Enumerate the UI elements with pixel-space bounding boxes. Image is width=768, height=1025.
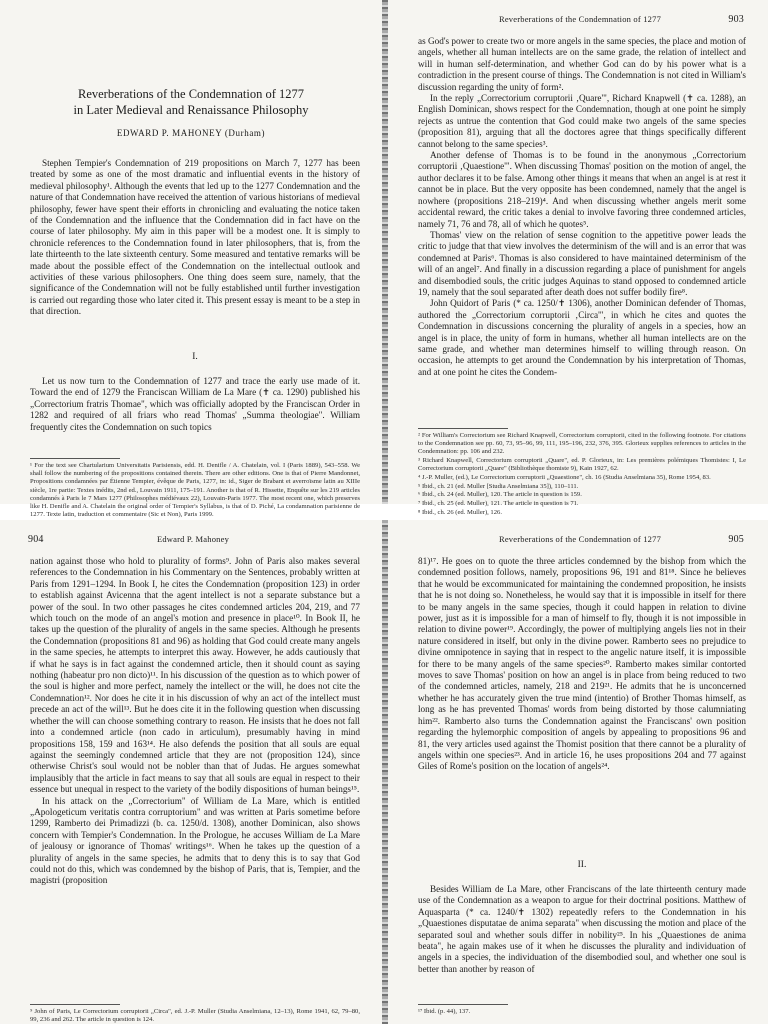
footnote: ⁵ Ibid., ch. 21 (ed. Muller [Studia Anselmiana 35]), 110–111. (418, 482, 579, 490)
paragraph: In his attack on the „Correctorium" of William de La Mare, which is entitled „Apologeticum veritatis contra corruptorium" and was written at Paris sometime before 1299, Rambertо dei Primadizzi (b. ca. 1250/d. 1308), another Dominican, also shows concern with Tempier's Condemnation. In the Prologue, he accuses William de La Mare of jealousy or ignorance of Thomas' writings¹⁶. When he takes up the question of a plurality of angels in the same species, he admits that to deny this is to say that God could not do this, which was condemned by the bishop of Paris, that is, Tempier, and the magistri (proposition (30, 795, 360, 886)
footnote: ¹ For the text see Chartularium Universitatis Parisiensis, edd. H. Denifle / A. Chatelain, vol. I (Paris 1889), 543–558. We shall follow the numbering of the propositions contained therein. There are other editions. One is that of Pierre Mandonnet, Propositions condamnées par Étienne Tempier, évêque de Paris, 1277, in: id., Siger de Brabant et averroïsme latin au XIIIe siècle, 1re partie: Textes inédits, 2nd ed., Louvain 1911, 175–191. Another is that of R. Hissette, Enquête sur les 219 articles condamnés à Paris le 7 Mars 1277 (Philosophes médiévaux 22), Louvain-Paris 1977. The most recent one, which preserves like H. Denifle and A. Chatelain the original order of Tempier's Syllabus, is that of D. Piché, La condamnation parisienne de 1277. Texte latin, traduction et commentaire (Sic et Non), Paris 1999. (30, 462, 360, 519)
footnote-rule (418, 428, 508, 429)
section-ii-text-block (418, 884, 746, 975)
footnote: ⁸ Ibid., ch. 26 (ed. Muller), 126. (418, 508, 502, 516)
body-text-904 (30, 556, 360, 887)
footnote: ⁴ J.-P. Muller, (ed.), Le Correctorium corruptorii „Quaestione", ch. 16 (Studia Anselmiana 35), Rome 1954, 83. (418, 474, 711, 482)
footnotes-902 (30, 462, 360, 520)
footnote-rule (30, 1004, 120, 1005)
footnote: ³ Richard Knapwell, Correctorium corruptorii „Quare", ed. P. Glorieux, in: Les premières polémiques Thomistes: I, Le Correctorium corruptorii „Quare" (Bibliothèque thomiste 9), Kain 1927, 62. (418, 457, 746, 473)
footnote: ⁹ John of Paris, Le Correctorium corruptorii „Circa", ed. J.-P. Muller (Studia Anselmiana, 12–13), Rome 1941, 62, 79–80, 99, 236 and 262. The article in question is 124. (30, 1008, 360, 1024)
paragraph: In the reply „Correctorium corruptorii ‚Quare'", Richard Knapwell (✝ ca. 1288), an English Dominican, shows respect for the Condemnation, though at one point he simply rejects as untrue the contention that God could make two angels of the same species (proposition 81), arguing that all the doctores agree that things specifically different cannot belong to the same species³. (418, 93, 746, 149)
paragraph: nation against those who hold to plurality of forms⁹. John of Paris also makes several references to the Condemnation in his Commentary on the Sentences, probably written at Paris from 1291–1294. In Book I, he cites the Condemnation (proposition 123) in order to establish against Avicenna that the agent intellect is not a separate substance but a power of the soul. In two other passages he cites condemned articles 204, 219, and 77 which touch on the mode of an angel's motion and presence in place¹⁰. In Book II, he takes up the question of the plurality of angels in the same species. Although he presents the Condemnation (propositions 81 and 96) as holding that God could create many angels in the same species, he attempts to interpret this away. However, he adds cautiously that if what he says is in fact against the condemned article, then it should count as saying nothing (habeatur pro non dicto)¹¹. In his discussion of the question as to which power of the soul is higher and more perfect, namely the intellect or the will, he does not cite the Condemnation¹². Nor does he cite it in his discussion of why an act of the intellect must precede an act of the will¹³. But he does cite it in the following question when discussing whether the will can choose something contrary to reason. He insists that he does not fall into a condemned article (non cado in articulum), presumably having in mind propositions 158, 159 and 163¹⁴. He also defends the position that all souls are equal against the seemingly condemned article that they are not (proposition 124), since otherwise Christ's soul would not be nobler than that of Judas. He argues somewhat implausibly that the article in fact means to say that all souls are equal in respect to their essence but unequal in respect to the variety of the bodily dispositions of human beings¹⁵. (30, 556, 360, 795)
running-head (416, 14, 744, 28)
footnote: ⁷ Ibid., ch. 25 (ed. Muller), 121. The article in question is 71. (418, 500, 579, 508)
running-head-author: Edward P. Mahoney (156, 534, 230, 544)
page-902 (0, 0, 382, 519)
section-i-text-block (30, 376, 360, 433)
page-905 (388, 520, 768, 1024)
footnotes-903 (418, 432, 746, 518)
footnote-rule (418, 1004, 508, 1005)
running-head (28, 534, 358, 548)
page-number: 904 (28, 534, 44, 545)
section-ii-paragraph: Besides William de La Mare, other Franciscans of the late thirteenth century made use of the Condemnation as a weapon to argue for their doctrinal positions. Matthew of Aquasparta (* ca. 1240/✝ 1302) repeatedly refers to the Condemnation in his „Quaestiones disputatae de anima separata" when discussing the motion and place of the separated soul and whether souls differ in nobility²⁵. In his „Quaestiones de anima beata", he again makes use of it when he discusses the plurality and individuation of angels in a species, the individuation of the disembodied soul, and whether one soul is better than another by reason of (418, 884, 746, 974)
intro-paragraph-block (30, 158, 360, 318)
paragraph: 81)¹⁷. He goes on to quote the three articles condemned by the bishop from which the condemned position follows, namely, propositions 96, 191 and 81¹⁸. Since he believes that he would be excommunicated for maintaining the condemned proposition, he insists that he is not doing so. Nonetheless, he would say that it is impossible in itself for there to be many angels in the same species, though it could happen in relation to divine power, just as it is impossible for a man of himself to fly, though it is not impossible in relation to divine power¹⁹. Accordingly, the power of multiplying angels lies not in their nature considered in itself, but only in the divine power. Ramberto sees no prejudice to divine omnipotence in saying that in respect to the angelic nature itself, it is impossible for there to be many angels of the same species²⁰. Ramberto makes similar contorted moves to save Thomas' position on how an angel is in place from being reduced to two of the condemned articles, namely, 218 and 219²¹. He admits that he is unconcerned whether he has accurately given the true mind (intentio) of Brother Thomas himself, as long as he has prevented Thomas' words from being distorted by those calumniating him²². Ramberto also turns the Condemnation against the Franciscans' own position regarding the hylemorphic composition of angels by appealing to propositions 96 and 81, the very articles used against the Thomist position that there cannot be a plurality of angels within one species²³. And in article 16, he uses propositions 204 and 77 against Giles of Rome's position on the location of angels²⁴. (418, 556, 746, 772)
footnote: ⁶ Ibid., ch. 24 (ed. Muller), 120. The article in question is 159. (418, 491, 582, 499)
paragraph: Thomas' view on the relation of sense cognition to the appetitive power leads the critic to judge that that view involves the determinism of the will and is an error that was condemned at Paris⁶. Thomas is also considered to have maintained determinism of the will of an angel⁷. And finally in a discussion regarding a place of punishment for angels and disembodied souls, the critic judges Aquinas to stand opposed to condemned article 19, namely that the soul separated after death does not suffer bodily fire⁸. (418, 229, 746, 297)
paragraph: Another defense of Thomas is to be found in the anonymous „Correctorium corruptorii ‚Quaestione'". When discussing Thomas' position on the motion of angel, the author declares it to be false. Among other things it means that when an angel is at rest it cannot be in place. But the very opposite has been condemned, namely that the angel is nowhere (propositions 218–219)⁴. And when discussing whether angels merit some accidental reward, the critic takes a denial to involve favoring three condemned articles, namely 71, 76 and 78, all of which he quotes⁵. (418, 150, 746, 229)
intro-paragraph: Stephen Tempier's Condemnation of 219 propositions on March 7, 1277 has been treated by some as one of the most dramatic and influential events in the history of medieval philosophy¹. Although the events that led up to the 1277 Condemnation and the nature of that Condemnation have received the attention of various historians of medieval philosophy, fewer have spent their efforts in chronicling and evaluating the notice taken of the Condemnation and the influence that the Condemnation did in fact have on the course of later philosophy. My aim in this paper will be a modest one. It is simply to chronicle references to the Condemnation found in later philosophers, that is, from the late thirteenth to the late sixteenth century. Some measured and tentative remarks will be made about the possible effect of the Condemnation on the intellectual outlook and activities of these various philosophers. One thing does seem sure, namely, that the significance of the Condemnation will not be fully established until further investigation is carried out regarding those who later cited it. This present essay is meant to be a step in that direction. (30, 158, 360, 317)
running-head-title: Reverberations of the Condemnation of 1277 (498, 14, 662, 24)
section-heading-ii: II. (577, 860, 587, 870)
footnote-rule (30, 458, 120, 459)
page-number: 905 (728, 534, 744, 545)
body-text-903 (418, 36, 746, 378)
section-i-paragraph: Let us now turn to the Condemnation of 1277 and trace the early use made of it. Toward the end of 1279 the Franciscan William de La Mare (✝ ca. 1290) published his „Correctorium fratris Thomae", which was officially adopted by the Franciscan Order in 1282 and required of all friars who read Thomas' „Summa theologiae". William frequently cites the Condemnation on such topics (30, 376, 360, 432)
article-title (40, 86, 342, 118)
running-head-title: Reverberations of the Condemnation of 1277 (498, 534, 662, 544)
running-head (416, 534, 744, 548)
paragraph: as God's power to create two or more angels in the same species, the place and motion of angels, whether all human intellects are on the same grade, the relation of intellect and will in human self-determination, and whether God can do by his power what is a contradiction in the present course of things. The Condemnation is not cited in William's discussion regarding the unity of form². (418, 36, 746, 92)
article-title-line-1: Reverberations of the Condemnation of 1277 (78, 87, 304, 101)
page-number: 903 (728, 14, 744, 25)
page-903 (388, 0, 768, 516)
section-heading-i: I. (192, 352, 198, 362)
footnotes-904 (30, 1008, 360, 1025)
article-title-line-2: in Later Medieval and Renaissance Philosophy (73, 103, 309, 117)
article-author: EDWARD P. MAHONEY (Durham) (116, 128, 266, 138)
footnotes-905 (418, 1008, 746, 1017)
body-text-905 (418, 556, 746, 773)
footnote: ¹⁷ Ibid. (p. 44), 137. (418, 1008, 471, 1015)
footnote: ² For William's Correctorium see Richard Knapwell, Correctorium corruptorii, cited in the following footnote. For citations to the Condemnation see pp. 60, 73, 95–96, 99, 111, 195–196, 232, 376, 395. Glorieux supplies references to articles in the Condemnation: pp. 106 and 232. (418, 432, 746, 456)
page-904 (0, 520, 382, 1024)
paragraph: John Quidort of Paris (* ca. 1250/✝ 1306), another Dominican defender of Thomas, authored the „Correctorium corruptorii ‚Circa'", in which he cites and quotes the Condemnation in discussions concerning the plurality of angels in a species, how an angel is in place, the unity of form in humans, whether all human intellects are on the same grade, and whether man determines himself to willing through reason. On occasion, he attempts to get around the Condemnation by his interpretation of Thomas, and at one point he cites the Condem- (418, 298, 746, 377)
